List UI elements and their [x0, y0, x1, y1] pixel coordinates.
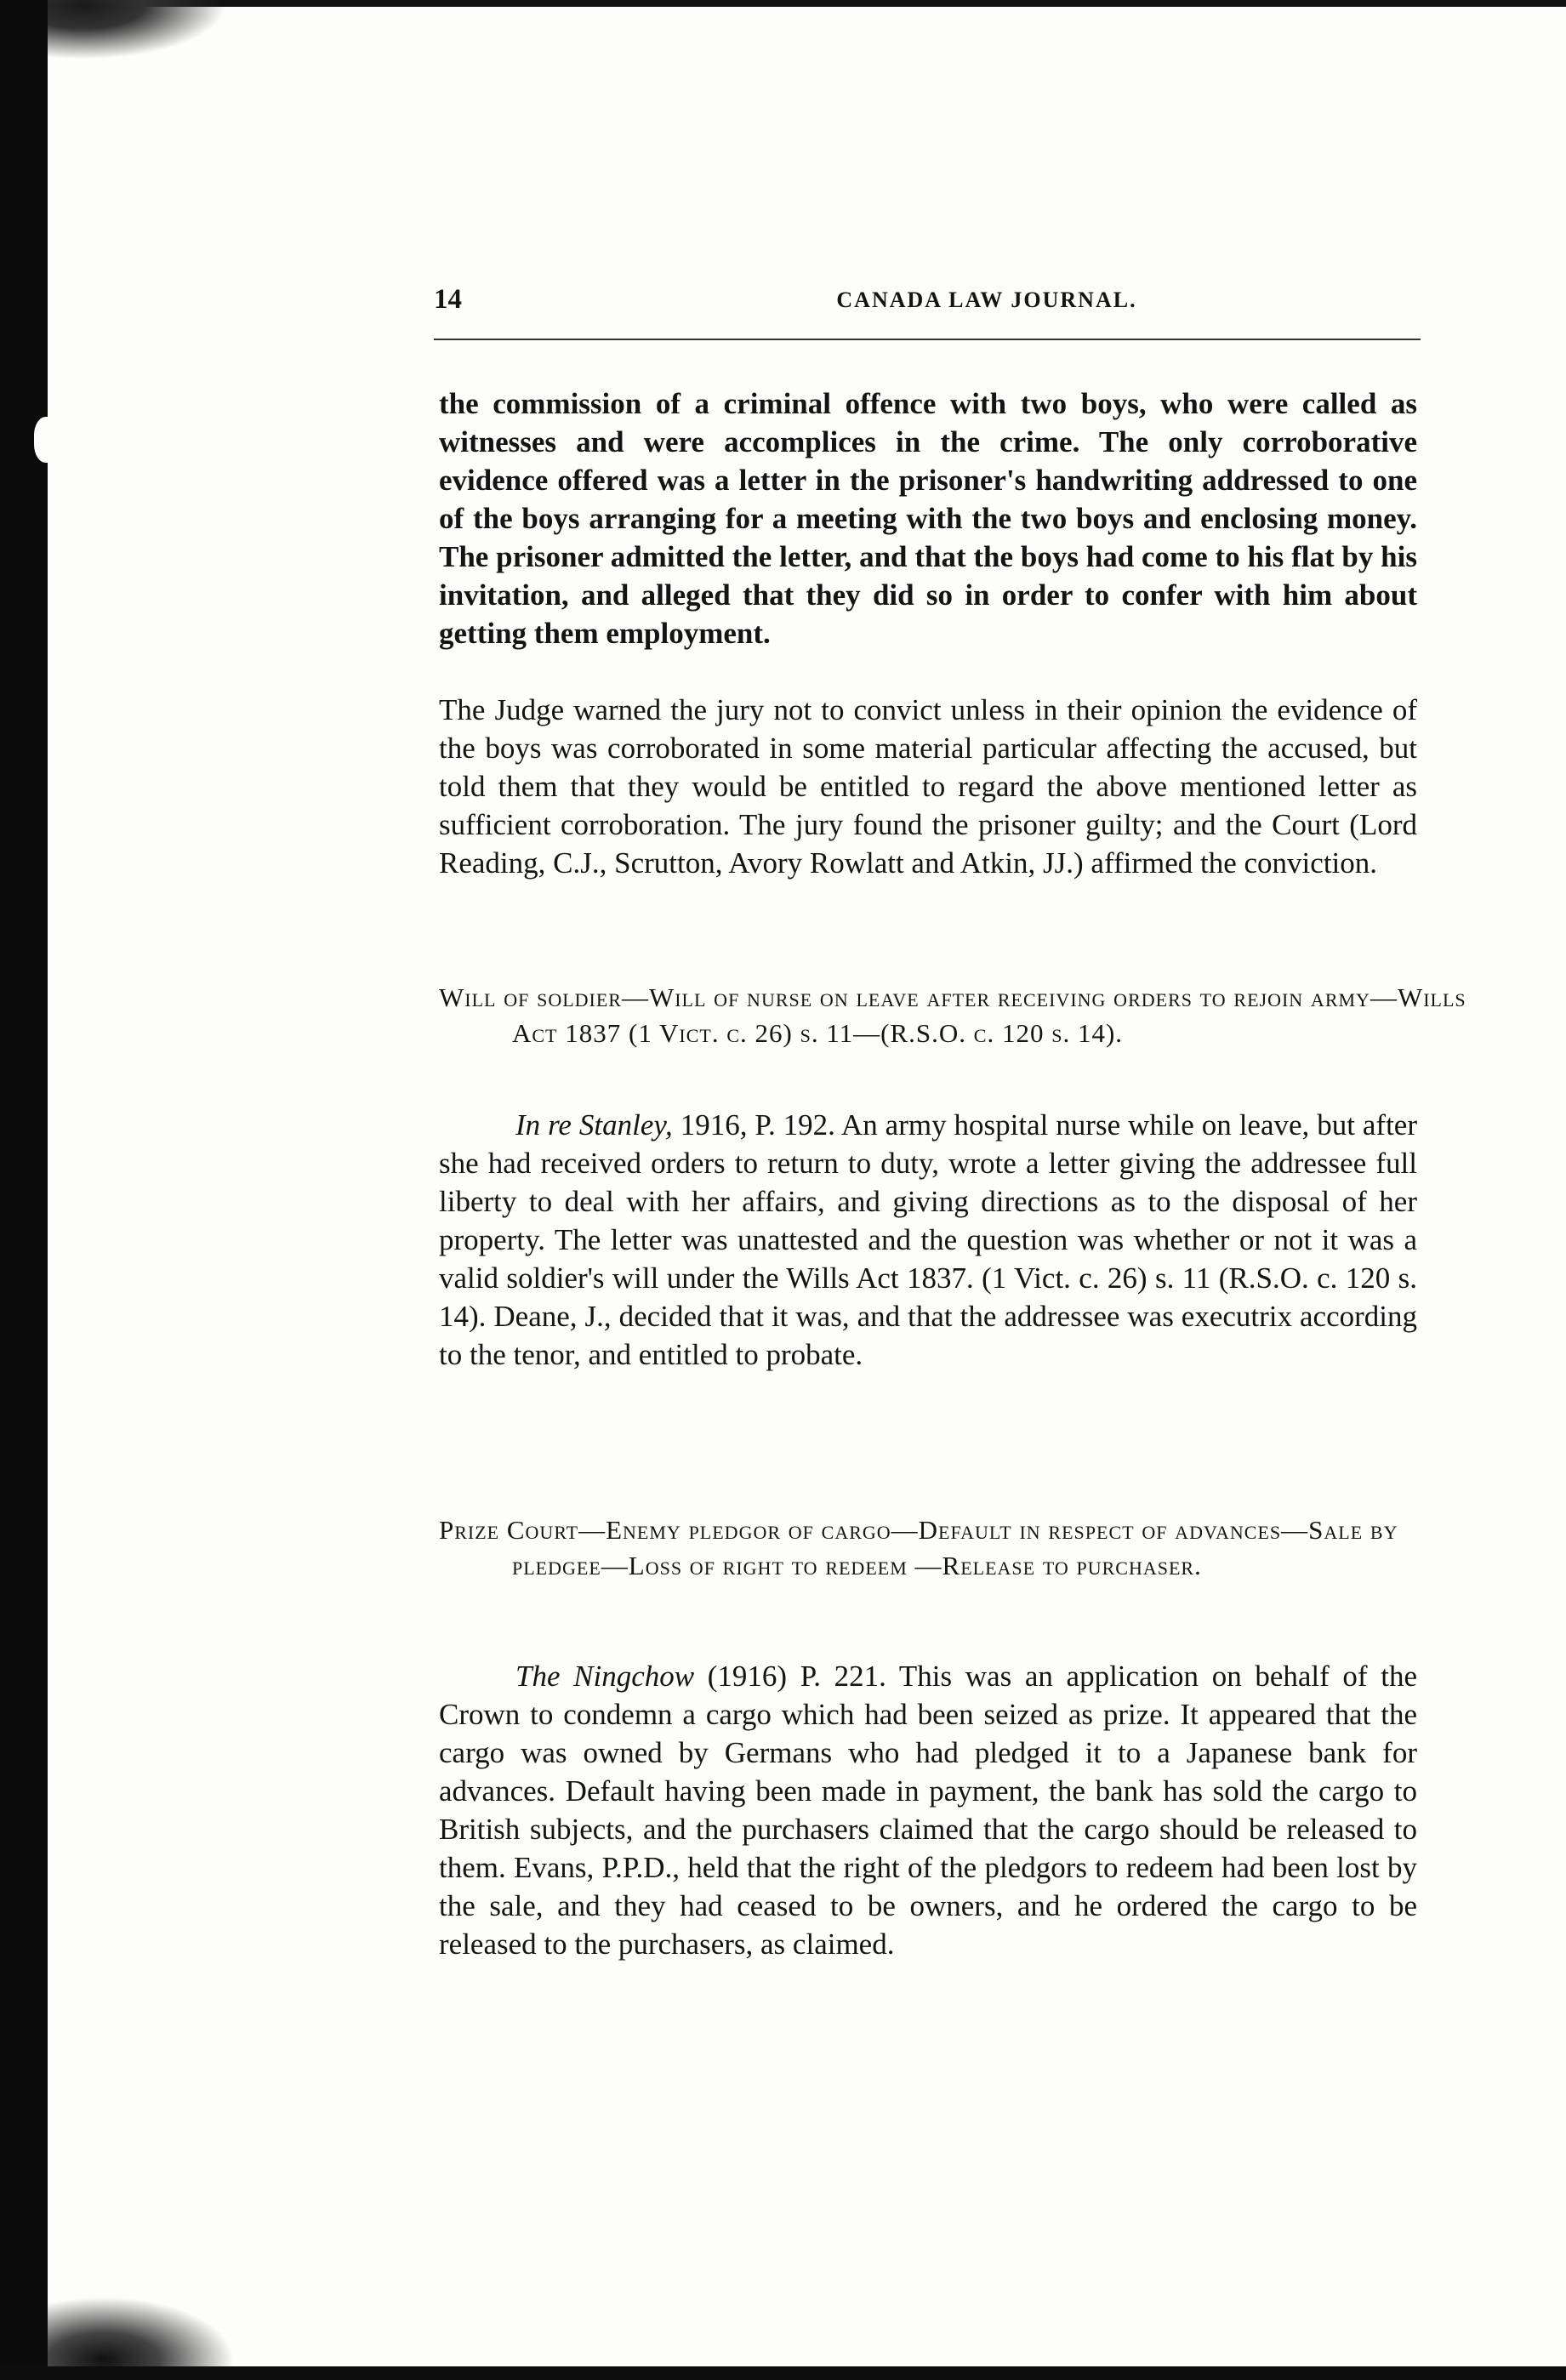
running-head: CANADA LAW JOURNAL. — [836, 288, 1137, 312]
scan-edge-bottom — [0, 2366, 1566, 2380]
scan-edge-left — [0, 0, 48, 2380]
page-header — [434, 284, 1421, 322]
case-citation-rest: 1916, P. 192. — [672, 1108, 835, 1142]
page-number: 14 — [434, 284, 462, 315]
continuation-paragraph-part2: The Judge warned the jury not to convict unless in their opinion the evidence of the boys was corroborated in some material particular affecting the accused, but told them that they would be entitled to regard the above mentioned letter as sufficient corroboration. The jury found the prisoner guilty; and the Court (Lord Reading, C.J., Scrutton, Avory Rowlatt and Atkin, JJ.) affirmed the conviction. — [439, 693, 1417, 880]
case-text: This was an application on behalf of the Crown to condemn a cargo which had been seized as prize. It appeared that the cargo was owned by Germans who had pledged it to a Japanese bank for advances. Default having been made in payment, the bank has sold the cargo to British subjects, and the purchasers claimed that the cargo should be released to them. Evans, P.P.D., held that the right of the pledgors to redeem had been lost by the sale, and they had ceased to be owners, and he ordered the cargo to be released to the purchasers, as claimed. — [439, 1660, 1417, 1961]
case-paragraph — [439, 1657, 1417, 1963]
scan-blot-top — [48, 0, 226, 60]
case-paragraph — [439, 1106, 1417, 1374]
header-rule — [434, 339, 1421, 340]
scan-blot-bottom — [48, 2297, 235, 2366]
case-headnote: Prize Court—Enemy pledgor of cargo—Default in respect of advances—Sale by pledgee—Loss of right to redeem —Release to purchaser. — [439, 1515, 1398, 1580]
scan-blot-mark — [34, 417, 63, 463]
case-citation-name: In re Stanley, — [515, 1108, 673, 1142]
case-citation-name: The Ningchow — [515, 1660, 695, 1693]
continuation-paragraph-part1: the commission of a criminal offence with two boys, who were called as witnesses and were accomplices in the crime. The only corroborative evidence offered was a letter in the prisoner's handwriting addressed to one of the boys arranging for a meeting with the two boys and enclosing money. The prisoner admitted the letter, and that the boys had come to his flat by his invitation, and alleged that they did so in order to confer with him about getting them employment. — [439, 387, 1417, 650]
scan-edge-top — [0, 0, 1566, 7]
case-text: An army hospital nurse while on leave, but after she had received orders to return to duty, wrote a letter giving the addressee full liberty to deal with her affairs, and giving directions as to the disposal of her property. The letter was unattested and the question was whether or not it was a valid soldier's will under the Wills Act 1837. (1 Vict. c. 26) s. 11 (R.S.O. c. 120 s. 14). Deane, J., decided that it was, and that the addressee was executrix according to the tenor, and entitled to probate. — [439, 1108, 1417, 1371]
case-citation-rest: (1916) P. 221. — [694, 1660, 886, 1693]
case-headnote: Will of soldier—Will of nurse on leave after receiving orders to rejoin army—Wills Act 1837 (1 Vict. c. 26) s. 11—(R.S.O. c. 120 s. 14). — [439, 982, 1466, 1048]
